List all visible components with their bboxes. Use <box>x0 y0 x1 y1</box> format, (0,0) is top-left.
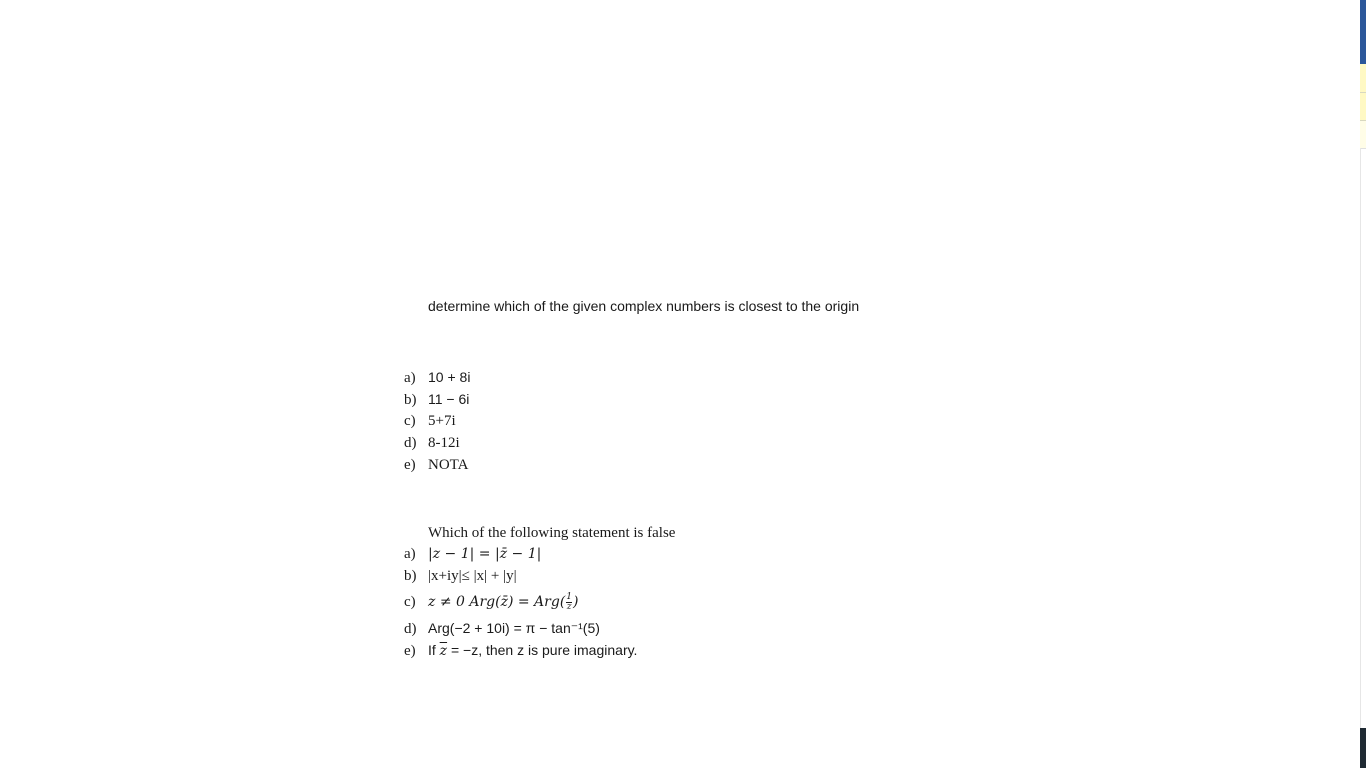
option-text: 10 + 8i <box>428 369 471 385</box>
option-marker: a) <box>404 546 416 562</box>
equation-part: ) <box>573 594 579 610</box>
equation-part: z ≠ 0 Arg(z̄) = Arg( <box>428 594 566 610</box>
option-a <box>404 366 470 388</box>
question-1-options <box>404 366 470 476</box>
option-marker: e) <box>404 457 416 473</box>
option-marker: b) <box>404 392 417 408</box>
option-text: 5+7i <box>428 413 456 429</box>
conjugate-symbol: $\overline{z}$ <box>439 643 448 659</box>
fraction-denominator: z <box>566 601 572 612</box>
window-edge-accent <box>1360 0 1366 64</box>
window-edge-taskbar <box>1360 728 1366 768</box>
option-marker: e) <box>404 643 416 659</box>
question-1-prompt: determine which of the given complex numbers is closest to the origin <box>428 298 860 314</box>
window-edge-divider <box>1360 148 1366 728</box>
window-edge-note <box>1360 121 1366 149</box>
window-edge-note <box>1360 64 1366 93</box>
option-e <box>404 454 470 476</box>
option-equation <box>428 591 579 612</box>
option-marker: c) <box>404 594 416 610</box>
fraction-numerator: 1 <box>566 591 573 602</box>
option-marker: b) <box>404 568 417 584</box>
option-text: NOTA <box>428 457 469 473</box>
option-equation <box>428 642 637 658</box>
option-equation: |x+iy|≤ |x| + |y| <box>428 568 517 584</box>
equation-part: = −z, then z is pure imaginary. <box>447 642 638 658</box>
question-2-options <box>404 543 637 661</box>
option-text: 8-12i <box>428 435 460 451</box>
equation-part: If <box>428 642 440 658</box>
question-2-prompt: Which of the following statement is false <box>428 525 676 541</box>
question-2-heading <box>404 522 675 544</box>
fraction <box>566 593 572 612</box>
option-marker: a) <box>404 370 416 386</box>
window-edge-note <box>1360 93 1366 121</box>
option-text: 11 − 6i <box>428 391 470 407</box>
option-b <box>404 388 470 410</box>
option-a <box>404 543 637 565</box>
option-b <box>404 565 637 587</box>
option-equation: Arg(−2 + 10i) = π − tan⁻¹(5) <box>428 620 600 636</box>
option-d <box>404 432 470 454</box>
option-equation: |z − 1| = |z̄ − 1| <box>428 546 542 562</box>
option-e <box>404 639 637 661</box>
option-d <box>404 617 637 639</box>
option-marker: d) <box>404 435 417 451</box>
option-c <box>404 587 637 617</box>
option-c <box>404 410 470 432</box>
option-marker: c) <box>404 413 416 429</box>
option-marker: d) <box>404 621 417 637</box>
question-number-fragment <box>404 522 428 544</box>
